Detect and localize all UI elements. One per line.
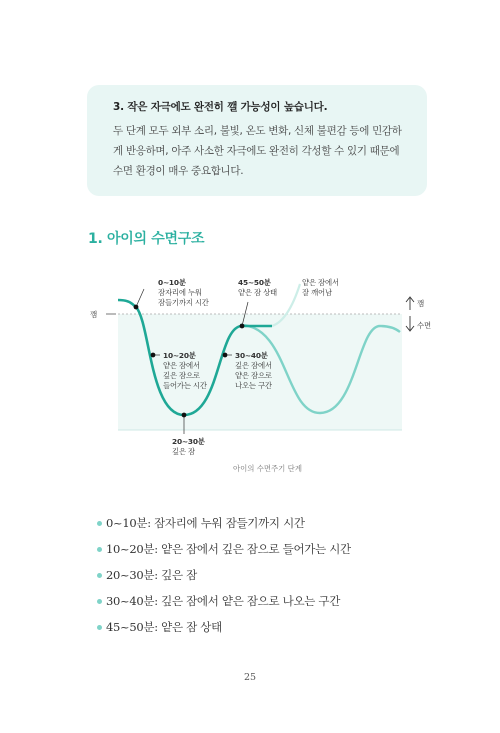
bullet-dot-icon	[97, 573, 102, 578]
bullet-dot-icon	[97, 547, 102, 552]
label-p3-time: 30~40분	[235, 351, 268, 360]
bullet-dot-icon	[97, 521, 102, 526]
list-item	[97, 562, 351, 588]
awake-right-label: 깸	[417, 299, 424, 308]
section-title: 1. 아이의 수면구조	[88, 231, 205, 247]
list-item-text: 0~10분: 잠자리에 누워 잠들기까지 시간	[106, 516, 305, 530]
label-p1-time: 10~20분	[163, 351, 196, 360]
label-p0-time: 0~10분	[158, 278, 186, 287]
callout-body	[113, 121, 409, 181]
marker-p3	[223, 353, 228, 358]
sleep-cycle-diagram	[80, 262, 440, 482]
marker-p0	[134, 305, 139, 310]
list-item-text: 45~50분: 얕은 잠 상태	[106, 620, 222, 634]
list-item-text: 10~20분: 얕은 잠에서 깊은 잠으로 들어가는 시간	[106, 542, 351, 556]
marker-p1	[151, 353, 156, 358]
label-p2-time: 20~30분	[172, 437, 205, 446]
label-p4-time: 45~50분	[238, 278, 271, 287]
bullet-dot-icon	[97, 599, 102, 604]
label-p0	[158, 278, 210, 307]
callout-line: 수면 환경이 매우 중요합니다.	[113, 165, 244, 177]
label-p1-line: 들어가는 시간	[163, 381, 207, 390]
info-callout	[87, 85, 427, 196]
label-p3-line: 얕은 잠으로	[235, 371, 272, 380]
sleep-right-label: 수면	[417, 321, 431, 330]
callout-title: 3. 작은 자극에도 완전히 깰 가능성이 높습니다.	[113, 101, 328, 113]
label-p5-line: 얕은 잠에서	[302, 278, 339, 287]
label-p4	[238, 278, 277, 297]
list-item	[97, 510, 351, 536]
label-p5-line: 잘 깨어남	[302, 288, 332, 297]
bullet-dot-icon	[97, 625, 102, 630]
label-p3-line: 나오는 구간	[235, 381, 272, 390]
awake-axis-label: 깸	[90, 310, 97, 319]
label-p3	[235, 351, 274, 390]
label-p5	[302, 278, 341, 297]
label-p4-line: 얕은 잠 상태	[238, 288, 277, 297]
callout-line: 두 단계 모두 외부 소리, 불빛, 온도 변화, 신체 불편감 등에 민감하	[113, 125, 402, 137]
list-item	[97, 536, 351, 562]
label-p3-line: 깊은 잠에서	[235, 361, 272, 370]
page-number: 25	[243, 672, 257, 683]
leader-line-p0	[136, 289, 144, 307]
label-p0-line: 잠자리에 누워	[158, 288, 202, 297]
label-p1-line: 얕은 잠에서	[163, 361, 200, 370]
label-p2	[172, 437, 207, 456]
label-p0-line: 잠들기까지 시간	[158, 298, 209, 307]
label-p2-line: 깊은 잠	[172, 447, 195, 456]
list-item-text: 20~30분: 깊은 잠	[106, 568, 197, 582]
callout-line: 게 반응하며, 아주 사소한 자극에도 완전히 각성할 수 있기 때문에	[113, 145, 400, 157]
list-item	[97, 588, 351, 614]
diagram-caption: 아이의 수면주기 단계	[233, 464, 302, 473]
label-p1-line: 깊은 잠으로	[163, 371, 200, 380]
marker-p2	[182, 413, 187, 418]
summary-list	[97, 510, 351, 640]
marker-p4	[240, 324, 245, 329]
list-item	[97, 614, 351, 640]
list-item-text: 30~40분: 깊은 잠에서 얕은 잠으로 나오는 구간	[106, 594, 341, 608]
